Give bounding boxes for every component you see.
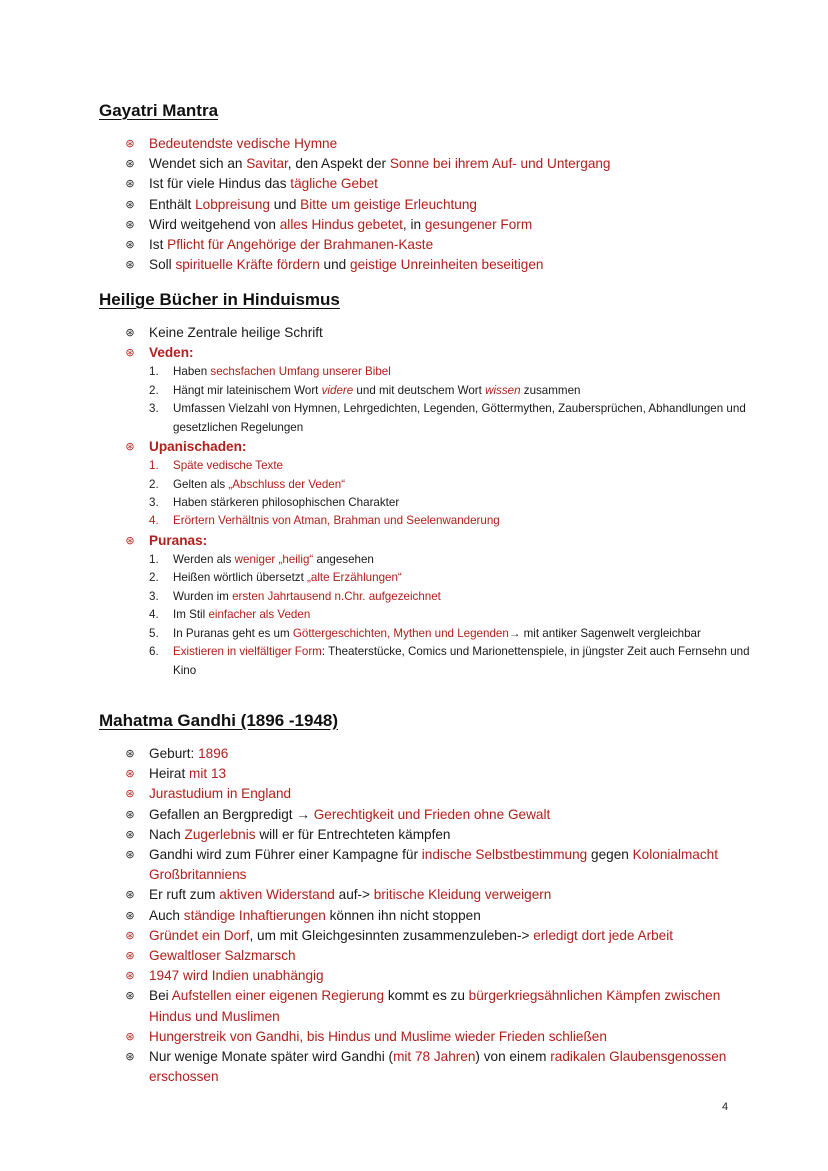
- text-run: Puranas:: [149, 532, 208, 548]
- text-run: Nur wenige Monate später wird Gandhi (: [149, 1049, 394, 1065]
- list-item: [123, 1027, 763, 1047]
- circle-bullet-icon: ⊛: [125, 259, 135, 272]
- circle-bullet-icon: ⊛: [125, 990, 135, 1003]
- circle-bullet-icon: ⊛: [125, 347, 135, 360]
- list-item-text: [149, 325, 323, 340]
- list-item-text: [149, 345, 194, 360]
- text-run: „alte Erzählungen“: [307, 571, 402, 585]
- text-run: bürgerkriegsähnlichen Kämpfen zwischen Hindus und Muslimen: [149, 988, 721, 1024]
- text-run: Existieren in vielfältiger Form: [173, 645, 322, 659]
- text-run: Er ruft zum: [149, 887, 220, 903]
- list-item-text: [149, 136, 337, 151]
- list-item-text: [149, 908, 481, 923]
- text-run: Hängt mir lateinischem Wort: [173, 383, 322, 397]
- item-number: 3.: [149, 589, 159, 603]
- list-item-text: [149, 948, 296, 963]
- list-item-text: [149, 439, 246, 454]
- circle-bullet-icon: ⊛: [125, 929, 135, 942]
- list-item: [123, 885, 763, 905]
- circle-bullet-icon: ⊛: [125, 218, 135, 231]
- text-run: Kolonialmacht Großbritanniens: [149, 847, 718, 883]
- list-item: [123, 784, 763, 804]
- text-run: Haben stärkeren philosophischen Charakter: [173, 496, 400, 510]
- list-item-text: [149, 197, 477, 212]
- text-run: gesungener Form: [424, 216, 533, 232]
- circle-bullet-icon: ⊛: [125, 768, 135, 781]
- text-run: Enthält: [149, 196, 196, 212]
- text-run: indische Selbstbestimmung: [421, 847, 588, 863]
- circle-bullet-icon: ⊛: [125, 198, 135, 211]
- text-run: Hungerstreik von Gandhi, bis Hindus und Muslime wieder Frieden schließen: [149, 1028, 607, 1044]
- text-run: , um mit Gleichgesinnten zusammenzuleben->: [249, 927, 534, 943]
- list-item-text: [149, 786, 291, 801]
- text-run: Gelten als: [173, 477, 229, 491]
- text-run: und: [319, 257, 351, 273]
- text-run: Heißen wörtlich übersetzt: [173, 571, 308, 585]
- text-run: , in: [402, 216, 425, 232]
- text-run: Wird weitgehend von: [149, 216, 280, 232]
- text-run: einfacher als Veden: [208, 608, 311, 622]
- circle-bullet-icon: ⊛: [125, 1051, 135, 1064]
- text-run: Im Stil: [173, 608, 209, 622]
- text-run: Aufstellen einer eigenen Regierung: [171, 988, 385, 1004]
- text-run: Haben: [173, 365, 211, 379]
- text-run: In Puranas geht es um: [173, 626, 293, 640]
- circle-bullet-icon: ⊛: [125, 950, 135, 963]
- circle-bullet-icon: ⊛: [125, 327, 135, 339]
- numbered-item: [149, 457, 763, 475]
- text-run: mit 13: [189, 766, 227, 782]
- section-title-mahatma-gandhi: Mahatma Gandhi (1896 -1948): [99, 711, 339, 730]
- text-run: Gefallen an Bergpredigt →: [149, 806, 314, 822]
- list-item-text: [149, 176, 378, 191]
- item-number: 5.: [149, 626, 159, 640]
- numbered-item: [149, 512, 763, 530]
- list-item: [123, 825, 763, 845]
- gayatri-mantra-list: [123, 134, 763, 275]
- circle-bullet-icon: ⊛: [125, 828, 135, 841]
- item-number: 3.: [149, 496, 159, 510]
- text-run: Bedeutendste vedische Hymne: [149, 136, 338, 151]
- text-run: Bei: [149, 988, 172, 1004]
- page-number: 4: [722, 1101, 729, 1113]
- numbered-item: [149, 400, 763, 437]
- list-item-text: [149, 988, 720, 1023]
- text-run: Gerechtigkeit und Frieden ohne Gewalt: [313, 806, 551, 822]
- list-item-text: [149, 928, 673, 943]
- text-run: spirituelle Kräfte fördern: [175, 257, 320, 273]
- list-item: [123, 215, 763, 235]
- list-item: [123, 437, 763, 531]
- circle-bullet-icon: ⊛: [125, 808, 135, 821]
- text-run: Heirat: [149, 766, 190, 782]
- text-run: Werden als: [173, 553, 235, 567]
- item-number: 2.: [149, 383, 159, 397]
- text-run: radikalen Glaubensgenossen erschossen: [149, 1049, 727, 1085]
- list-item: [123, 966, 763, 986]
- circle-bullet-icon: ⊛: [125, 1030, 135, 1043]
- text-run: und: [269, 196, 301, 212]
- text-run: ersten Jahrtausend n.Chr. aufgezeichnet: [232, 589, 441, 603]
- list-item-text: [149, 237, 433, 252]
- circle-bullet-icon: ⊛: [125, 788, 135, 801]
- circle-bullet-icon: ⊛: [125, 138, 135, 150]
- text-run: Pflicht für Angehörige der Brahmanen-Kaste: [167, 237, 434, 253]
- list-item-text: [149, 217, 532, 232]
- text-run: können ihn nicht stoppen: [325, 907, 481, 923]
- text-run: Veden:: [149, 345, 194, 361]
- text-run: gegen: [587, 847, 633, 863]
- circle-bullet-icon: ⊛: [125, 970, 135, 983]
- list-item: [123, 1047, 763, 1087]
- numbered-sublist: [149, 363, 763, 437]
- list-item-text: [149, 807, 550, 822]
- numbered-item: [149, 606, 763, 624]
- text-run: Erörtern Verhältnis von Atman, Brahman und Seelenwanderung: [173, 514, 500, 528]
- list-item: [123, 906, 763, 926]
- text-run: Auch: [149, 907, 184, 923]
- list-item-text: [149, 1029, 607, 1044]
- text-run: zusammen: [520, 383, 581, 397]
- circle-bullet-icon: ⊛: [125, 178, 135, 191]
- text-run: „Abschluss der Veden“: [228, 477, 346, 491]
- circle-bullet-icon: ⊛: [125, 534, 135, 547]
- list-item-text: [149, 827, 450, 842]
- list-item: [123, 986, 763, 1026]
- circle-bullet-icon: ⊛: [125, 889, 135, 902]
- circle-bullet-icon: ⊛: [125, 158, 135, 171]
- list-item-text: [149, 533, 207, 548]
- list-item: [123, 744, 763, 764]
- item-number: 1.: [149, 459, 159, 473]
- text-run: Geburt:: [149, 746, 199, 761]
- list-item: [123, 946, 763, 966]
- text-run: Ist: [149, 237, 168, 253]
- text-run: Wurden im: [173, 589, 233, 603]
- item-number: 4.: [149, 514, 159, 528]
- text-run: , den Aspekt der: [287, 156, 390, 172]
- list-item-text: [149, 257, 543, 272]
- circle-bullet-icon: ⊛: [125, 239, 135, 252]
- list-item: [123, 805, 763, 825]
- circle-bullet-icon: ⊛: [125, 849, 135, 862]
- text-run: 1947 wird Indien unabhängig: [149, 968, 324, 984]
- text-run: weniger „heilig“: [234, 553, 314, 567]
- numbered-item: [149, 476, 763, 494]
- list-item: [123, 174, 763, 194]
- numbered-item: [149, 625, 763, 643]
- text-run: Keine Zentrale heilige Schrift: [149, 325, 323, 340]
- item-number: 2.: [149, 571, 159, 585]
- list-item-text: [149, 746, 228, 761]
- text-run: Gandhi wird zum Führer einer Kampagne für: [149, 847, 422, 863]
- section-title-heilige-buecher: Heilige Bücher in Hinduismus: [99, 290, 340, 309]
- text-run: → mit antiker Sagenwelt vergleichbar: [508, 626, 701, 640]
- text-run: Sonne bei ihrem Auf- und Untergang: [389, 156, 611, 172]
- text-run: will er für Entrechteten kämpfen: [255, 826, 451, 842]
- text-run: auf->: [334, 887, 374, 903]
- numbered-item: [149, 382, 763, 400]
- list-item: [123, 845, 763, 885]
- text-run: wissen: [485, 383, 521, 397]
- text-run: 1896: [198, 746, 229, 761]
- text-run: Späte vedische Texte: [173, 459, 283, 473]
- text-run: und mit deutschem Wort: [353, 383, 486, 397]
- numbered-sublist: [149, 457, 763, 531]
- list-item: [123, 195, 763, 215]
- text-run: Jurastudium in England: [149, 786, 292, 802]
- list-item-text: [149, 156, 611, 171]
- list-item-text: [149, 1049, 726, 1084]
- list-item: [123, 764, 763, 784]
- text-run: ) von einem: [475, 1049, 551, 1065]
- list-item: [123, 323, 763, 343]
- text-run: sechsfachen Umfang unserer Bibel: [210, 365, 391, 379]
- text-run: Gewaltloser Salzmarsch: [149, 948, 296, 964]
- section-title-gayatri-mantra: Gayatri Mantra: [99, 101, 219, 120]
- numbered-item: [149, 588, 763, 606]
- text-run: geistige Unreinheiten beseitigen: [350, 257, 544, 273]
- item-number: 1.: [149, 365, 159, 379]
- numbered-item: [149, 363, 763, 381]
- item-number: 2.: [149, 477, 159, 491]
- text-run: aktiven Widerstand: [219, 887, 335, 903]
- list-item-text: [149, 887, 551, 902]
- list-item: [123, 343, 763, 437]
- text-run: Savitar: [246, 156, 288, 172]
- numbered-item: [149, 569, 763, 587]
- text-run: Göttergeschichten, Mythen und Legenden: [292, 626, 509, 640]
- text-run: Upanischaden:: [149, 439, 247, 455]
- text-run: Zugerlebnis: [184, 826, 256, 842]
- text-run: Lobpreisung: [195, 196, 270, 212]
- list-item: [123, 235, 763, 255]
- list-item: [123, 154, 763, 174]
- list-item-text: [149, 968, 324, 983]
- numbered-item: [149, 551, 763, 569]
- heilige-buecher-list: [123, 323, 763, 680]
- list-item-text: [149, 847, 718, 882]
- text-run: Nach: [149, 826, 185, 842]
- list-item: [123, 255, 763, 275]
- item-number: 3.: [149, 402, 159, 416]
- text-run: Soll: [149, 257, 176, 273]
- text-run: Umfassen Vielzahl von Hymnen, Lehrgedichten, Legenden, Göttermythen, Zaubersprüchen, Abhandlungen und gesetzlichen Regelungen: [173, 402, 746, 434]
- text-run: mit 78 Jahren: [393, 1049, 476, 1065]
- text-run: kommt es zu: [384, 988, 469, 1004]
- text-run: erledigt dort jede Arbeit: [533, 927, 674, 943]
- item-number: 4.: [149, 608, 159, 622]
- list-item: [123, 531, 763, 680]
- text-run: Ist für viele Hindus das: [149, 176, 291, 192]
- text-run: videre: [321, 383, 354, 397]
- item-number: 6.: [149, 645, 159, 659]
- circle-bullet-icon: ⊛: [125, 441, 135, 454]
- text-run: angesehen: [313, 553, 374, 567]
- circle-bullet-icon: ⊛: [125, 748, 135, 760]
- item-number: 1.: [149, 553, 159, 567]
- text-run: Wendet sich an: [149, 156, 247, 172]
- circle-bullet-icon: ⊛: [125, 909, 135, 922]
- text-run: : Theaterstücke, Comics und Marionettenspiele, in jüngster Zeit auch Fernsehn und Kino: [173, 645, 750, 677]
- numbered-item: [149, 643, 763, 680]
- list-item-text: [149, 766, 226, 781]
- text-run: ständige Inhaftierungen: [183, 907, 326, 923]
- text-run: Gründet ein Dorf: [149, 927, 250, 943]
- text-run: alles Hindus gebetet: [279, 216, 403, 232]
- mahatma-gandhi-list: [123, 744, 763, 1087]
- list-item: [123, 926, 763, 946]
- numbered-item: [149, 494, 763, 512]
- text-run: britische Kleidung verweigern: [373, 887, 552, 903]
- numbered-sublist: [149, 551, 763, 680]
- list-item: [123, 134, 763, 154]
- text-run: Bitte um geistige Erleuchtung: [300, 196, 477, 212]
- text-run: tägliche Gebet: [290, 176, 378, 192]
